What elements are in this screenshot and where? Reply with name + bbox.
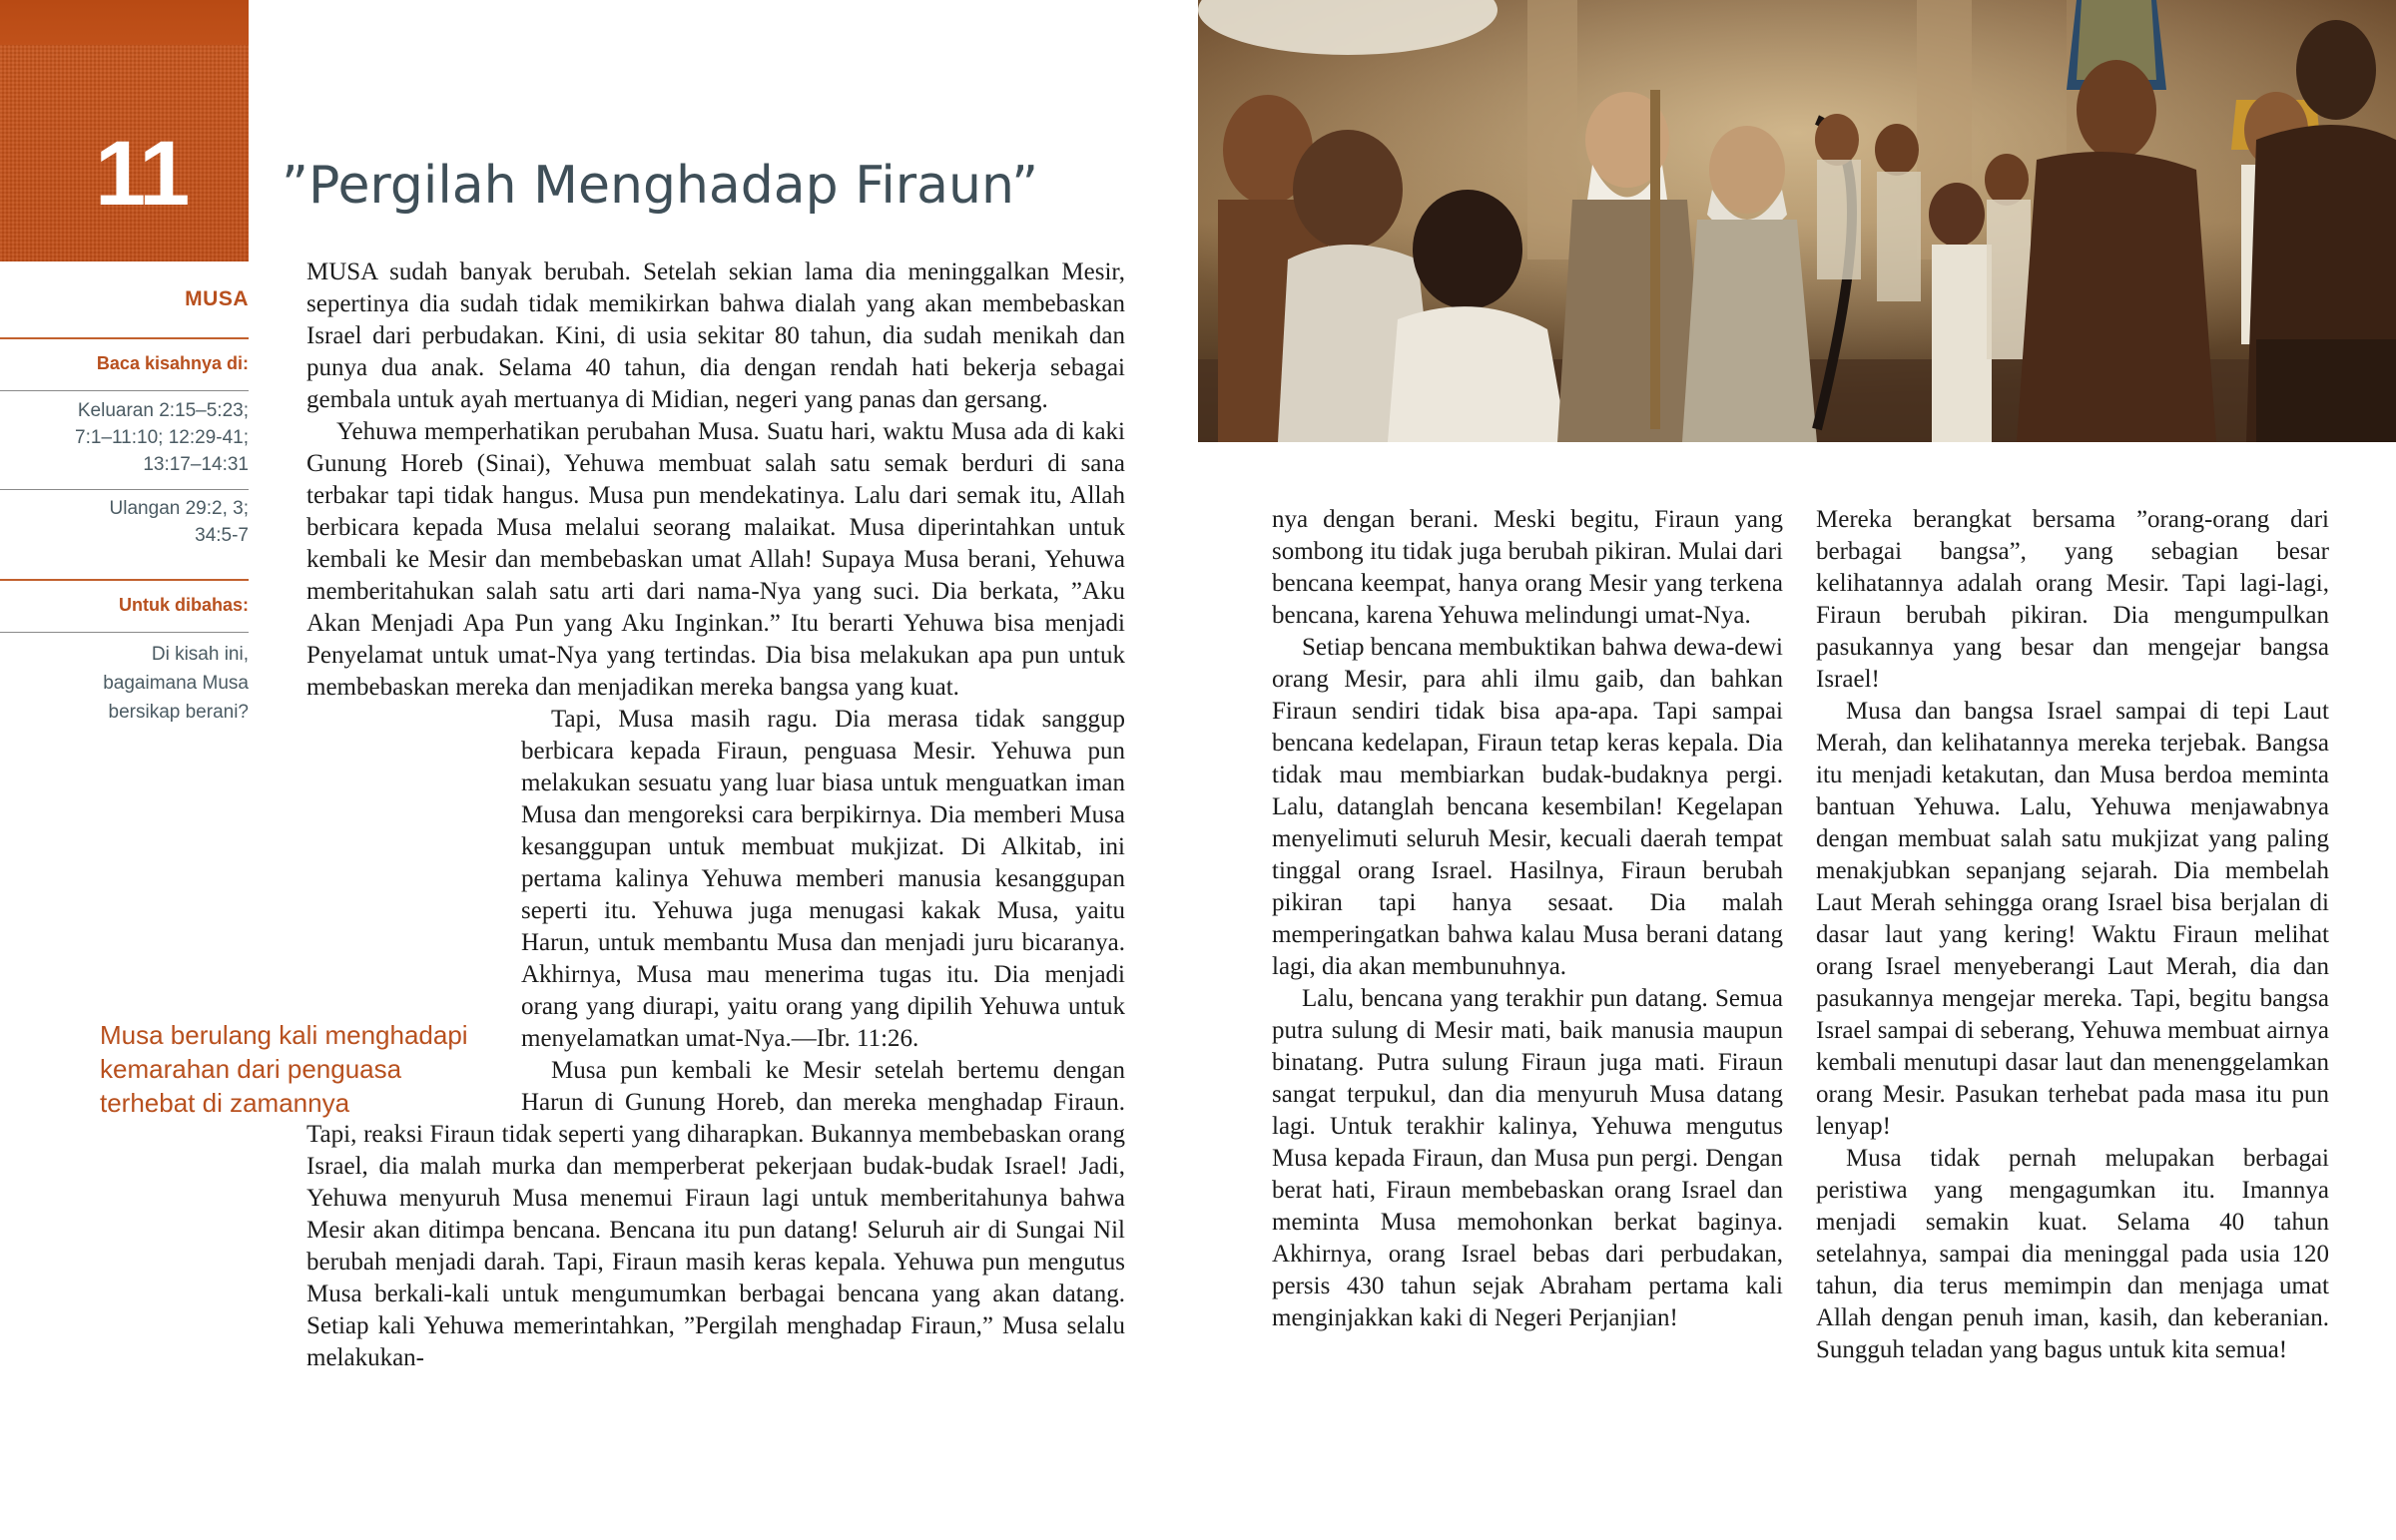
- chapter-block-band: [0, 0, 249, 45]
- pull-quote-wrap-spacer: [306, 908, 521, 1088]
- chapter-title: ”Pergilah Menghadap Firaun”: [282, 156, 1039, 216]
- sidebar-reference: Keluaran 2:15–5:23; 7:1–11:10; 12:29-41; 13:17–14:31: [75, 400, 249, 475]
- paragraph: Mereka berangkat bersama ”orang-orang dari berbagai bangsa”, yang sebagian besar kelihatannya adalah orang Mesir. Tapi lagi-lagi, Firaun berubah pikiran. Dia mengumpulkan pasukannya yang besar dan mengejar bangsa Israel!: [1816, 506, 2329, 693]
- sidebar-divider: [0, 632, 249, 633]
- paragraph: Setiap bencana membuktikan bahwa dewa-dewi orang Mesir, para ahli ilmu gaib, dan bahkan Firaun sendiri tidak bisa apa-apa. Tapi sampai bencana kedelapan, Firaun tetap keras kepala. Dia tidak mau membiarkan budak-budaknya pergi. Lalu, datanglah bencana kesembilan! Kegelapan menyelimuti seluruh Mesir, kecuali daerah tempat tinggal orang Israel. Hasilnya, Firaun berubah pikiran tapi hanya sesaat. Dia malah memperingatkan bahwa kalau Musa berani datang lagi, dia akan membunuhnya.: [1272, 634, 1783, 980]
- sidebar-discuss-label: Untuk dibahas:: [118, 595, 249, 615]
- paragraph: Tapi, Musa masih ragu. Dia merasa tidak sanggup berbicara kepada Firaun, penguasa Mesir. Yehuwa pun melakukan sesuatu yang luar biasa untuk menguatkan iman Musa dan mengoreksi cara berpikirnya. Dia memberi Musa kesanggupan untuk membuat mukjizat. Di Alkitab, ini pertama kalinya Yehuwa memberi manusia kesanggupan seperti itu. Yehuwa juga menugasi kakak Musa, yaitu Harun, untuk membantu Musa dan menjadi juru bicaranya. Akhirnya, Musa mau menerima tugas itu. Dia menjadi orang yang diurapi, yaitu orang yang dipilih Yehuwa untuk menyelamatkan umat-Nya.—Ibr. 11:26.: [306, 704, 1125, 1055]
- sidebar-divider: [0, 489, 249, 490]
- sidebar-person-name: MUSA: [185, 287, 249, 310]
- paragraph: nya dengan berani. Meski begitu, Firaun yang sombong itu tidak juga berubah pikiran. Mulai dari bencana keempat, hanya orang Mesir yang terkena bencana, karena Yehuwa melindungi umat-Nya.: [1272, 506, 1783, 629]
- chapter-number: 11: [95, 123, 189, 225]
- chapter-number-block: [0, 0, 249, 261]
- sidebar-divider: [0, 337, 249, 339]
- body-column-3: [1816, 504, 2329, 1366]
- paragraph: MUSA sudah banyak berubah. Setelah sekian lama dia meninggalkan Mesir, sepertinya dia sudah tidak memikirkan bahwa dialah yang akan membebaskan Israel dari perbudakan. Kini, di usia sekitar 80 tahun, dia sudah menikah dan punya dua anak. Selama 40 tahun, dia dengan rendah hati bekerja sebagai gembala untuk ayah mertuanya di Midian, negeri yang panas dan gersang.: [306, 258, 1125, 413]
- paragraph: Musa tidak pernah melupakan berbagai peristiwa yang mengagumkan itu. Imannya menjadi semakin kuat. Selama 40 tahun setelahnya, sampai dia meninggal pada usia 120 tahun, dia terus memimpin dan menjaga umat Allah dengan penuh iman, kasih, dan keberanian. Sungguh teladan yang bagus untuk kita semua!: [1816, 1145, 2329, 1363]
- sidebar-read-label: Baca kisahnya di:: [96, 353, 249, 373]
- body-column-1: [306, 257, 1125, 1374]
- paragraph: Yehuwa memperhatikan perubahan Musa. Suatu hari, waktu Musa ada di kaki Gunung Horeb (Sinai), Yehuwa membuat salah satu semak berduri di sana terbakar tapi tidak hangus. Musa pun mendekatinya. Lalu dari semak itu, Allah berbicara kepada Musa melalui seorang malaikat. Musa diperintahkan untuk kembali ke Mesir dan membebaskan umat Allah! Supaya Musa berani, Yehuwa memberitahukan salah satu arti dari nama-Nya yang suci. Dia berkata, ”Aku Akan Menjadi Apa Pun yang Aku Inginkan.” Itu berarti Yehuwa bisa menjadi Penyelamat untuk umat-Nya yang tertindas. Dia bisa melakukan apa pun untuk membebaskan mereka dan menjadikan mereka bangsa yang kuat.: [306, 418, 1125, 701]
- sidebar-reference: Ulangan 29:2, 3; 34:5-7: [109, 498, 249, 546]
- sidebar-divider: [0, 579, 249, 581]
- illustration-moses-before-pharaoh: [1198, 0, 2396, 442]
- paragraph: Lalu, bencana yang terakhir pun datang. Semua putra sulung di Mesir mati, baik manusia maupun binatang. Putra sulung Firaun juga mati. Firaun sangat terpukul, dan dia menyuruh Musa datang lagi. Untuk terakhir kalinya, Yehuwa mengutus Musa kepada Firaun, dan Musa pun pergi. Dengan berat hati, Firaun membebaskan orang Israel dan meminta Musa memohonkan berkat baginya. Akhirnya, orang Israel bebas dari perbudakan, persis 430 tahun sejak Abraham pertama kali menginjakkan kaki di Negeri Perjanjian!: [1272, 985, 1783, 1331]
- paragraph: Musa pun kembali ke Mesir setelah bertemu dengan Harun di Gunung Horeb, dan mereka menghadap Firaun. Tapi, reaksi Firaun tidak seperti yang diharapkan. Bukannya membebaskan orang Israel, dia malah murka dan memperberat pekerjaan budak-budak Israel! Jadi, Yehuwa menyuruh Musa menemui Firaun lagi untuk memberitahunya bahwa Mesir akan ditimpa bencana. Bencana itu pun datang! Seluruh air di Sungai Nil berubah menjadi darah. Tapi, Firaun masih keras kepala. Yehuwa pun mengutus Musa berkali-kali untuk mengumumkan berbagai bencana yang akan datang. Setiap kali Yehuwa memerintahkan, ”Pergilah menghadap Firaun,” Musa selalu melakukan-: [306, 1057, 1125, 1371]
- pull-quote: Musa berulang kali menghadapi kemarahan dari penguasa terhebat di zamannya: [100, 1020, 468, 1118]
- illustration-art: [1198, 0, 2396, 442]
- body-column-2: [1272, 504, 1783, 1334]
- paragraph: Musa dan bangsa Israel sampai di tepi Laut Merah, dan kelihatannya mereka terjebak. Bangsa itu menjadi ketakutan, dan Musa berdoa meminta bantuan Yehuwa. Lalu, Yehuwa menjawabnya dengan membuat salah satu mukjizat yang paling menakjubkan sepanjang sejarah. Dia membelah Laut Merah sehingga orang Israel bisa berjalan di dasar laut yang kering! Waktu Firaun melihat orang Israel menyeberangi Laut Merah, dia dan pasukannya mengejar mereka. Tapi, begitu bangsa Israel sampai di seberang, Yehuwa membuat airnya kembali menutupi dasar laut dan menenggelamkan orang Mesir. Pasukan terhebat pada masa itu pun lenyap!: [1816, 698, 2329, 1140]
- sidebar-divider: [0, 390, 249, 391]
- sidebar-discuss-question: Di kisah ini, bagaimana Musa bersikap berani?: [103, 644, 249, 723]
